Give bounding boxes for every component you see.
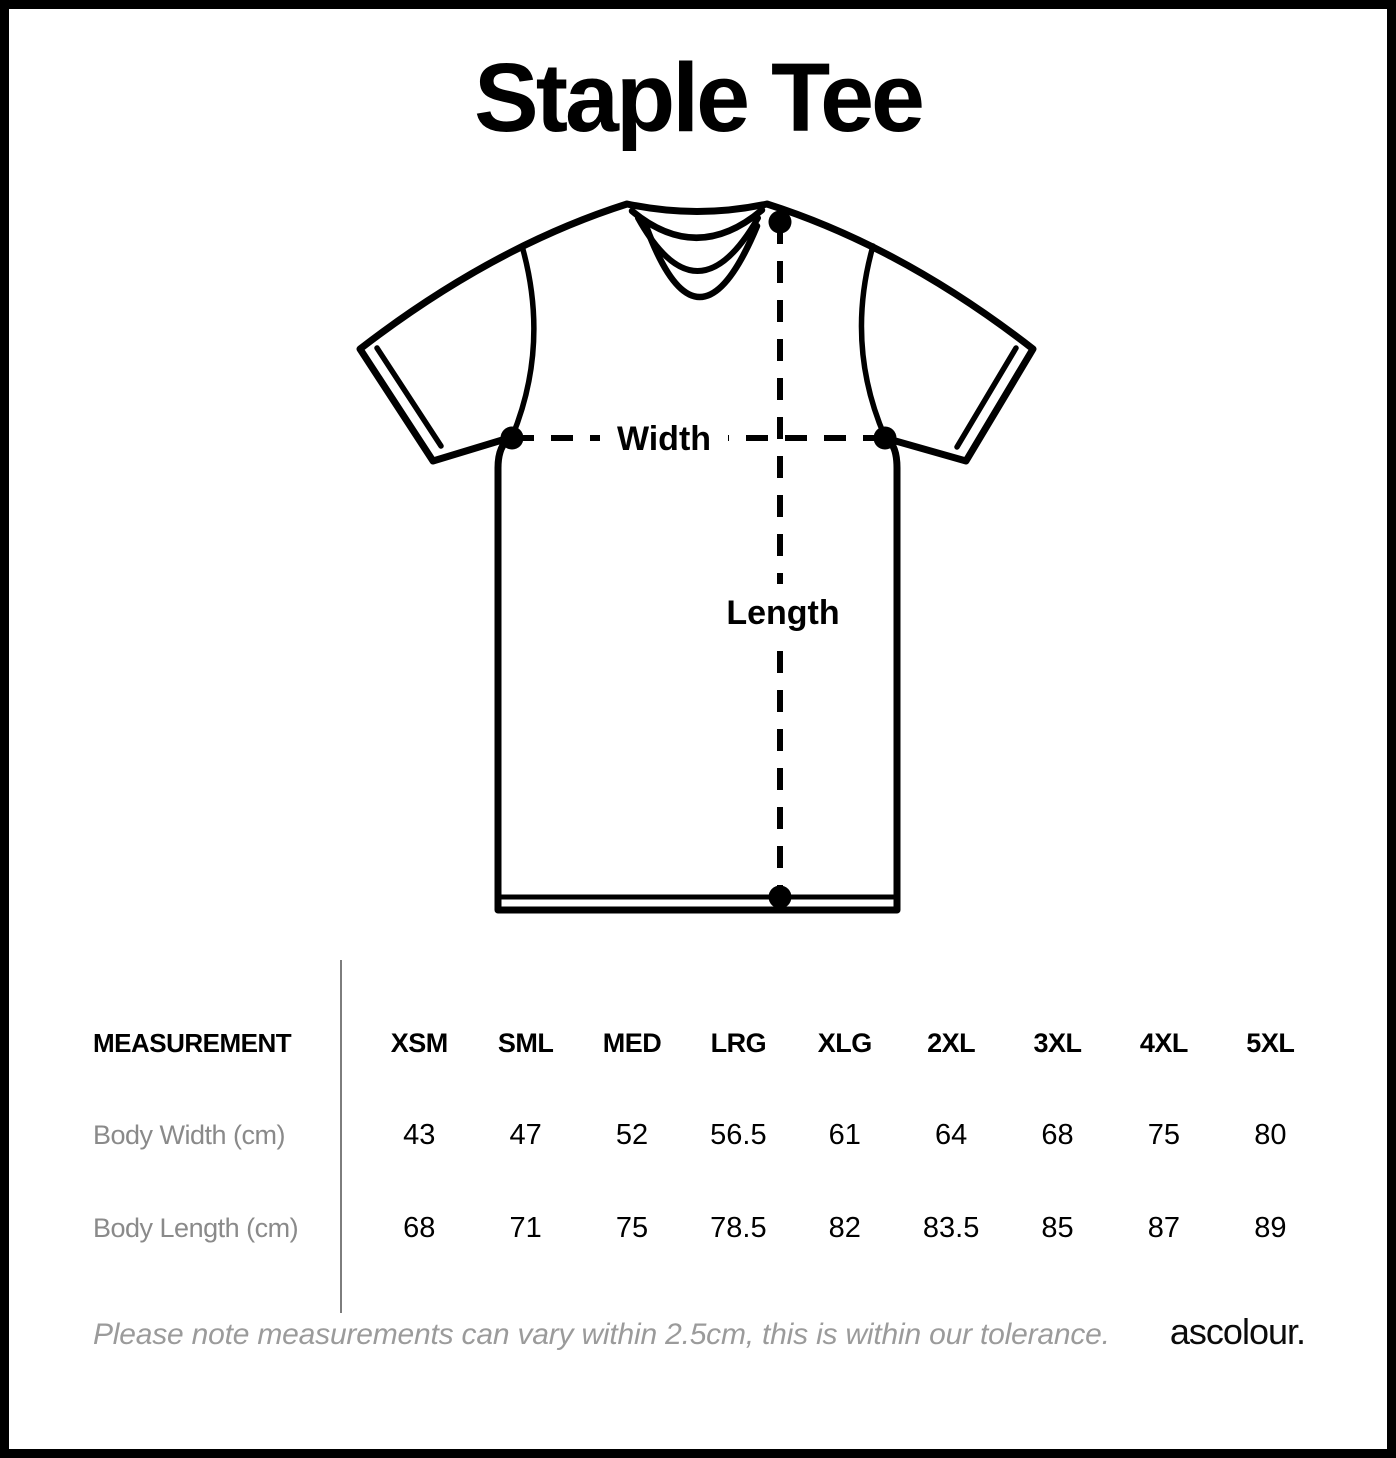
body-length-med: 75 <box>615 1211 649 1244</box>
size-header-3xl: 3XL <box>1033 1027 1082 1058</box>
page-title: Staple Tee <box>474 43 922 152</box>
body-width-xlg: 61 <box>828 1118 861 1151</box>
footer <box>93 1311 1305 1353</box>
body-length-lrg: 78.5 <box>710 1211 767 1244</box>
row-label-body-length: Body Length (cm) <box>93 1212 299 1243</box>
size-header-sml: SML <box>497 1027 554 1058</box>
size-header-2xl: 2XL <box>927 1027 976 1058</box>
body-width-3xl: 68 <box>1041 1118 1074 1151</box>
shoulder-measure-point-dot <box>769 211 792 234</box>
tshirt-diagram <box>330 170 1070 930</box>
table-header-row <box>93 1015 1324 1071</box>
tshirt-outline <box>360 204 1033 910</box>
body-width-2xl: 64 <box>935 1118 968 1151</box>
size-header-4xl: 4XL <box>1139 1027 1188 1058</box>
body-length-2xl: 83.5 <box>922 1211 980 1244</box>
hem-measure-point-dot <box>769 886 792 909</box>
left-underarm-measure-point-dot <box>501 427 524 450</box>
size-header-5xl: 5XL <box>1246 1027 1295 1058</box>
body-length-sml: 71 <box>509 1211 542 1244</box>
body-length-xlg: 82 <box>828 1211 861 1244</box>
body-length-xsm: 68 <box>403 1211 436 1244</box>
tolerance-note: Please note measurements can vary within 2.5cm, this is within our tolerance. <box>93 1318 1110 1351</box>
size-header-xsm: XSM <box>390 1027 448 1058</box>
length-label: Length <box>726 594 840 632</box>
size-header-med: MED <box>602 1027 662 1058</box>
table-row-body-width <box>93 1107 1324 1163</box>
body-length-3xl: 85 <box>1041 1211 1074 1244</box>
size-header-lrg: LRG <box>710 1027 767 1058</box>
body-width-4xl: 75 <box>1147 1118 1181 1151</box>
body-width-med: 52 <box>615 1118 649 1151</box>
size-header-xlg: XLG <box>817 1027 872 1058</box>
row-label-body-width: Body Width (cm) <box>93 1119 286 1150</box>
table-row-body-length <box>93 1200 1324 1256</box>
body-width-5xl: 80 <box>1254 1118 1287 1151</box>
brand-logo: ascolour. <box>1169 1311 1305 1352</box>
body-length-5xl: 89 <box>1254 1211 1287 1244</box>
body-width-lrg: 56.5 <box>710 1118 767 1151</box>
measurement-header: MEASUREMENT <box>93 1027 292 1058</box>
width-label: Width <box>616 420 712 458</box>
body-length-4xl: 87 <box>1147 1211 1181 1244</box>
right-underarm-measure-point-dot <box>874 427 897 450</box>
body-width-sml: 47 <box>509 1118 542 1151</box>
body-width-xsm: 43 <box>403 1118 436 1151</box>
